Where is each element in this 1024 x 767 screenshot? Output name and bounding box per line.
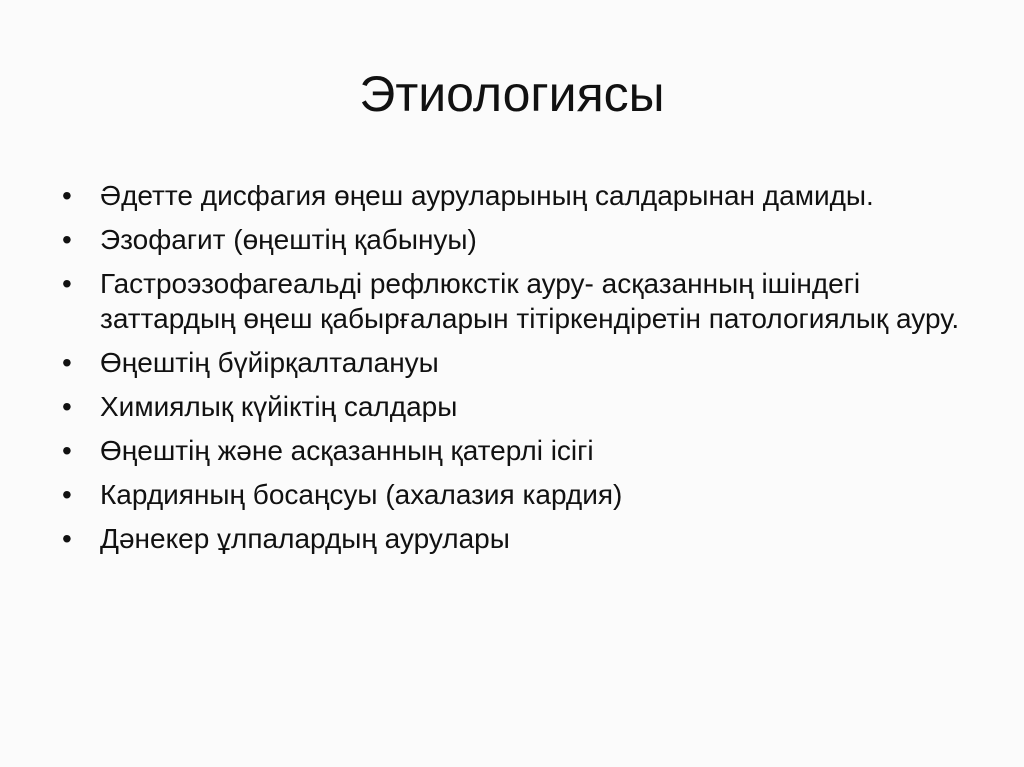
bullet-list (60, 178, 960, 565)
bullet-text: Кардияның босаңсуы (ахалазия кардия) (100, 479, 623, 510)
bullet-text: Химиялық күйіктің салдары (100, 391, 458, 422)
bullet-text: Өңештің және асқазанның қатерлі ісігі (100, 435, 594, 466)
bullet-text: Эзофагит (өңештің қабынуы) (100, 224, 477, 255)
bullet-item (60, 266, 960, 336)
bullet-item (60, 477, 960, 512)
bullet-item (60, 178, 960, 213)
bullet-text: Әдетте дисфагия өңеш ауруларының салдарынан дамиды. (100, 180, 874, 211)
bullet-dot-icon: • (62, 224, 72, 255)
bullet-item (60, 345, 960, 380)
bullet-item (60, 433, 960, 468)
bullet-dot-icon: • (62, 180, 72, 211)
bullet-dot-icon: • (62, 479, 72, 510)
bullet-item (60, 389, 960, 424)
bullet-dot-icon: • (62, 347, 72, 378)
slide-title: Этиологиясы (359, 66, 665, 122)
bullet-text: Гастроэзофагеальді рефлюкстік ауру- асқазанның ішіндегі заттардың өңеш қабырғаларын тітіркендіретін патологиялық ауру. (100, 268, 960, 334)
bullet-dot-icon: • (62, 391, 72, 422)
bullet-item (60, 222, 960, 257)
bullet-dot-icon: • (62, 435, 72, 466)
bullet-dot-icon: • (62, 523, 72, 554)
bullet-text: Дәнекер ұлпалардың аурулары (100, 523, 510, 554)
bullet-text: Өңештің бүйірқалталануы (100, 347, 439, 378)
bullet-item (60, 521, 960, 556)
bullet-dot-icon: • (62, 268, 72, 299)
